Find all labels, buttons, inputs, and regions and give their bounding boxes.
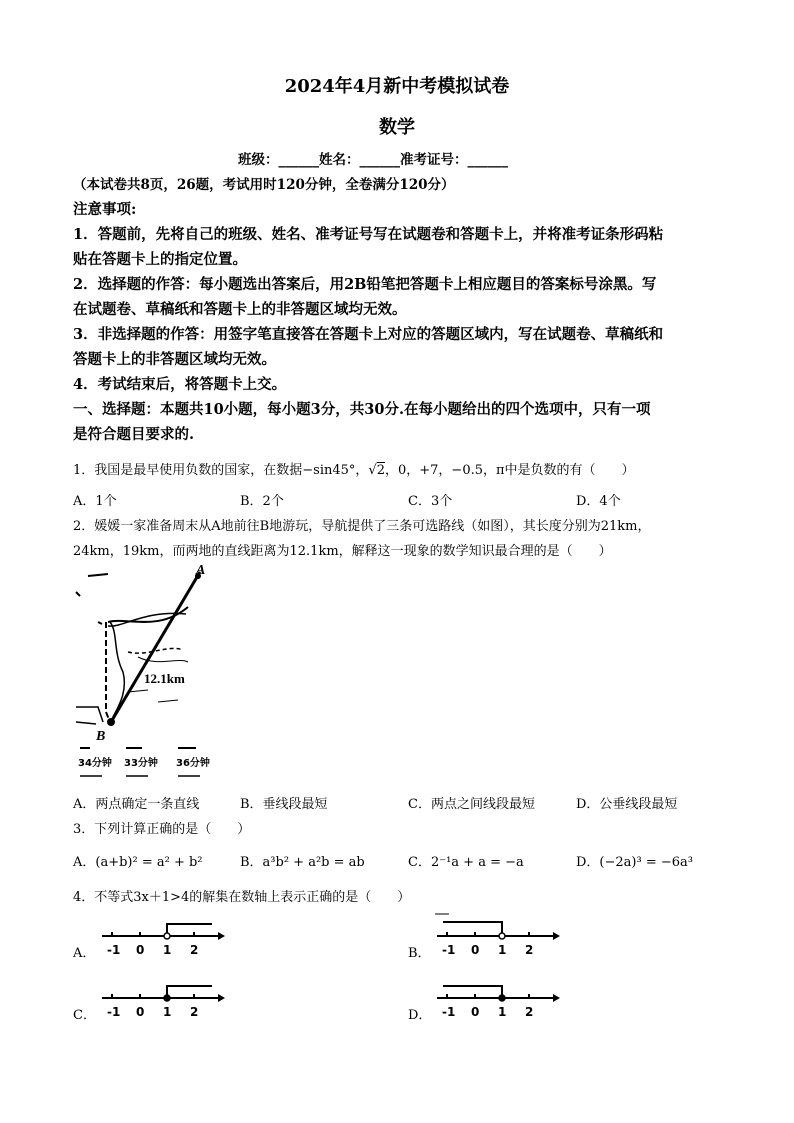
number-line-a bbox=[100, 918, 225, 958]
question-2-option-c[interactable]: C．两点之间线段最短 bbox=[408, 797, 535, 812]
notes-heading: 注意事项: bbox=[73, 201, 137, 218]
question-2-option-d[interactable]: D．公垂线段最短 bbox=[576, 797, 678, 812]
tick-label: 2 bbox=[525, 943, 534, 957]
question-4-option-b-label[interactable]: B． bbox=[408, 946, 431, 961]
question-2-option-b[interactable]: B．垂线段最短 bbox=[240, 797, 328, 812]
question-1-option-c[interactable]: C．3个 bbox=[408, 494, 453, 509]
note-2-line-1: 2．选择题的作答：每小题选出答案后，用2B铅笔把答题卡上相应题目的答案标号涂黑。写 bbox=[73, 276, 657, 293]
question-4-stem: 4．不等式3x＋1>4的解集在数轴上表示正确的是（ ） bbox=[73, 890, 411, 905]
question-1-option-a[interactable]: A．1个 bbox=[73, 494, 117, 509]
tick-label: 1 bbox=[498, 1005, 507, 1019]
tick-label: 0 bbox=[136, 943, 145, 957]
point-a-label: A bbox=[196, 563, 206, 578]
exam-title: 2024年4月新中考模拟试卷 bbox=[284, 76, 510, 97]
tick-label: 1 bbox=[498, 943, 507, 957]
point-b-label: B bbox=[96, 729, 106, 744]
tick-label: 2 bbox=[190, 943, 199, 957]
tick-label: 2 bbox=[525, 1005, 534, 1019]
question-2-option-a[interactable]: A．两点确定一条直线 bbox=[73, 797, 200, 812]
sqrt-radicand: 2 bbox=[376, 463, 385, 478]
tick-label: -1 bbox=[107, 1005, 121, 1019]
question-4-option-d-label[interactable]: D． bbox=[408, 1008, 432, 1023]
question-1-stem bbox=[73, 459, 635, 478]
question-1-stem-pre: 1．我国是最早使用负数的国家，在数据−sin45°， bbox=[73, 463, 369, 478]
note-4: 4．考试结束后，将答题卡上交。 bbox=[73, 376, 287, 393]
subject-title: 数学 bbox=[379, 117, 415, 138]
section-1-instructions-line-2: 是符合题目要求的. bbox=[73, 426, 195, 443]
route-3-time: 36分钟 bbox=[176, 758, 210, 769]
question-3-option-d[interactable]: D．(−2a)³ = −6a³ bbox=[576, 855, 693, 870]
tick-label: -1 bbox=[107, 943, 121, 957]
tick-label: 2 bbox=[190, 1005, 199, 1019]
number-line-d bbox=[435, 980, 560, 1020]
question-2-stem-line-1: 2．媛媛一家准备周末从A地前往B地游玩，导航提供了三条可选路线（如图），其长度分别为21km， bbox=[73, 519, 651, 534]
question-1-option-d[interactable]: D．4个 bbox=[576, 494, 621, 509]
route-1-time: 34分钟 bbox=[78, 758, 112, 769]
note-1-line-1: 1．答题前，先将自己的班级、姓名、准考证号写在试题卷和答题卡上，并将准考证条形码粘 bbox=[73, 226, 664, 243]
question-1-stem-post: ，0，+7，−0.5，π中是负数的有（ ） bbox=[385, 463, 635, 478]
note-3-line-2: 答题卡上的非答题区域均无效。 bbox=[73, 351, 276, 368]
number-line-b bbox=[435, 912, 560, 958]
tick-label: 1 bbox=[163, 1005, 172, 1019]
note-2-line-2: 在试题卷、草稿纸和答题卡上的非答题区域均无效。 bbox=[73, 301, 407, 318]
tick-label: -1 bbox=[442, 943, 456, 957]
question-2-stem-line-2: 24km，19km，而两地的直线距离为12.1km，解释这一现象的数学知识最合理的是（ ） bbox=[73, 544, 612, 559]
question-3-option-a[interactable]: A．(a+b)² = a² + b² bbox=[73, 855, 203, 870]
route-2-time: 33分钟 bbox=[124, 758, 158, 769]
tick-label: 0 bbox=[471, 943, 480, 957]
note-3-line-1: 3．非选择题的作答：用签字笔直接答在答题卡上对应的答题区域内，写在试题卷、草稿纸和 bbox=[73, 326, 664, 343]
tick-label: 0 bbox=[136, 1005, 145, 1019]
note-1-line-2: 贴在答题卡上的指定位置。 bbox=[73, 251, 247, 268]
question-4-option-c-label[interactable]: C． bbox=[73, 1008, 96, 1023]
question-4-option-a-label[interactable]: A． bbox=[73, 946, 96, 961]
question-3-option-c[interactable]: C．2⁻¹a + a = −a bbox=[408, 855, 524, 870]
distance-label: 12.1km bbox=[144, 671, 185, 686]
question-3-stem: 3．下列计算正确的是（ ） bbox=[73, 822, 251, 837]
tick-label: 0 bbox=[471, 1005, 480, 1019]
tick-label: 1 bbox=[163, 943, 172, 957]
number-line-c bbox=[100, 980, 225, 1020]
student-info-line: 班级：______姓名：______准考证号：______ bbox=[238, 152, 508, 168]
exam-summary: （本试卷共8页，26题，考试用时120分钟，全卷满分120分） bbox=[73, 177, 455, 193]
section-1-instructions-line-1: 一、选择题：本题共10小题，每小题3分，共30分.在每小题给出的四个选项中，只有一项 bbox=[73, 401, 651, 418]
tick-label: -1 bbox=[442, 1005, 456, 1019]
question-1-option-b[interactable]: B．2个 bbox=[240, 494, 284, 509]
route-map-figure bbox=[68, 562, 228, 782]
sqrt-symbol: √2 bbox=[368, 463, 385, 478]
question-3-option-b[interactable]: B．a³b² + a²b = ab bbox=[240, 855, 365, 870]
route-map-drawing bbox=[68, 562, 228, 782]
